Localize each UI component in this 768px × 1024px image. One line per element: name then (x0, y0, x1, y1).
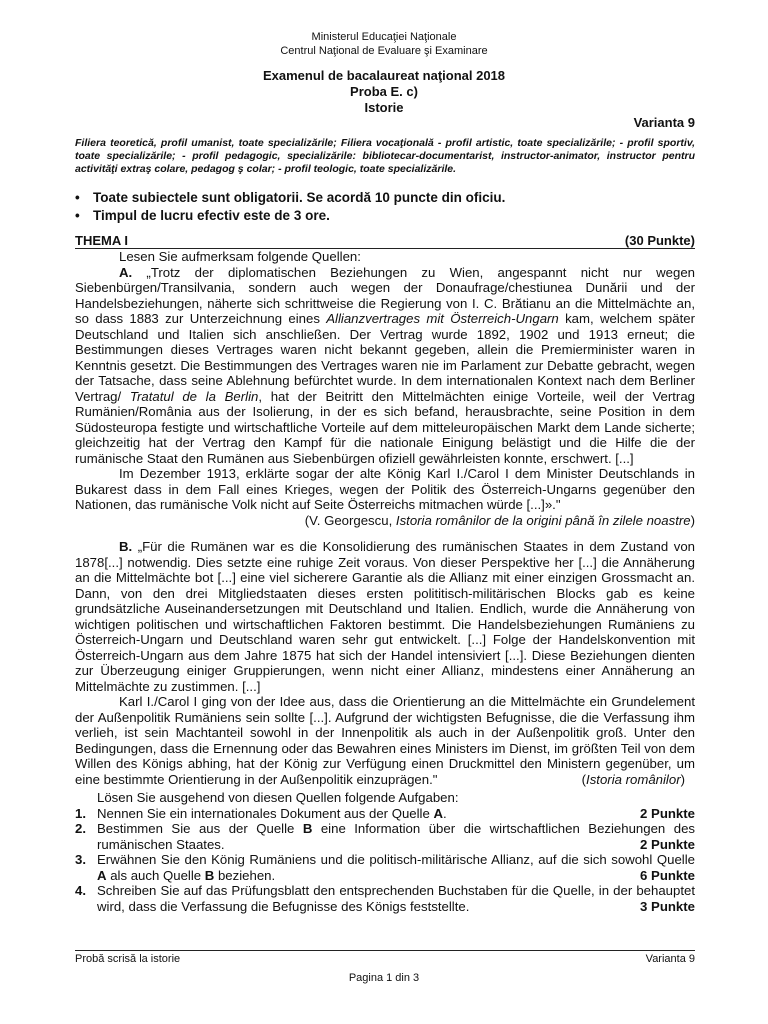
source-b-paragraph-1: B. „Für die Rumänen war es die Konsolidierung des rumänischen Staates in dem Zustand von 1878[...] notwendig. Dies setzte eine ruhige Zeit voraus. Von dieser Perspektive her [...] die Annäherung an die Mittelmächte bot [...] eine viel sicherere Garantie als die Allianz mit einer einzigen Grossmacht an. Dann, von den drei Mitgliedstaaten dieses ersten polititisch-militärischen Blocks gab es keine grundsätzliche Auseinandersetzungen mit Deutschland und Italien. Endlich, wurde die Annäherung von wichtigen politischen und wirtschaftlichen Faktoren bestimmt. Die Handelsbeziehungen Rumäniens zu Österreich-Ungarn und Deutschland waren sehr gut entwickelt. [...] Folge der Handelskonvention mit Österreich-Ungarn aus dem Jahre 1875 hat sich der Handel intensiviert [...]. Diese Beziehungen dienten zur Überzeugung einiger Gruppierungen, wenn nicht einer Allianz, mindestens einer Annäherung an Mittelmächte zu zustimmen. [...] (75, 539, 695, 694)
source-b-paragraph-2: Karl I./Carol I ging von der Idee aus, dass die Orientierung an die Mittelmächte ein Grundelement der Außenpolitik Rumäniens sein sollte [...]. Aufgrund der wichtigsten Befugnisse, die die Verfassung ihm verlieh, ist sein Machtanteil sowohl in der Innenpolitik als auch in der Außenpolitik groß. Unter den Bedingungen, dass die Ernennung oder das Bewahren eines Ministers im Dienst, im größten Teil von dem Willen des Königs abhing, hat der König zur Verfügung einen Druckmittel den Ministern gegenüber, um eine bestimmte Orientierung in der Außenpolitik einzuprägen." (Istoria românilor) (75, 694, 695, 787)
filiera-text: Filiera teoretică, profil umanist, toate specializările; Filiera vocaţională - profil artistic, toate specializările; - profil sportiv, toate specializările; - profil pedagogic, specializările: bibliotecar-documentarist, instructor-animator, instructor pentru activităţi extraş colare, pedagog ş colar; - profil teologic, toate specializările. (75, 137, 695, 175)
task-points: 2 Punkte (640, 836, 695, 852)
source-a-label: A. (119, 264, 133, 280)
intro-text: Lesen Sie aufmerksam folgende Quellen: (119, 249, 361, 264)
exam-proba: Proba E. c) (350, 84, 418, 99)
task-points: 6 Punkte (640, 867, 695, 883)
exam-title: Examenul de bacalaureat naţional 2018 (262, 68, 506, 83)
thema-points: (30 Punkte) (624, 233, 695, 248)
center-name: Centrul Naţional de Evaluare şi Examinare (280, 45, 488, 57)
bullet-list (75, 189, 695, 225)
task-item: 3. Erwähnen Sie den König Rumäniens und die politisch-militärische Allianz, auf die sich sowohl Quelle A als auch Quelle B beziehen. 6 Punkte (75, 852, 695, 883)
task-points: 2 Punkte (640, 805, 695, 821)
thema-header (75, 233, 695, 249)
source-a-paragraph-2: Im Dezember 1913, erklärte sogar der alte König Karl I./Carol I dem Minister Deutschlands in Bukarest dass in dem Fall eines Krieges, wegen der Politik des Österreich-Ungarns gegenüber den Nationen, das rumänische Volk nicht auf Seite Österreichs mitmachen würde [...]»." (75, 466, 695, 512)
sources-body (75, 249, 695, 914)
source-a-paragraph-1: A. „Trotz der diplomatischen Beziehungen zu Wien, angespannt nicht nur wegen Siebenbürgen/Transilvania, sondern auch wegen der Donaufrage/chestiunea Dunării und der Handelsbeziehungen, näherte sich schrittweise die Regierung von I. C. Brătianu an die Mittelmächte an, so dass 1883 zur Unterzeichnung eines Allianzvertrages mit Österreich-Ungarn kam, welchem später Deutschland und Italien sich anschließen. Der Vertrag wurde 1892, 1902 und 1913 erneut; die Bestimmungen dieses Vertrages waren nicht bekannt gegeben, allein die Premierminister waren in Kenntnis gesetzt. Die Bestimmungen des Vertrages waren nie im Parlament zur Debatte gebracht, wegen der Tatsache, dass seine Ablehnung befürchtet wurde. In dem internationalen Kontext nach dem Berliner Vertrag/ Tratatul de la Berlin, hat der Beitritt den Mittelmächten einige Vorteile, weil der Vertrag Rumänien/România aus der Isolierung, in der es sich befand, herausbrachte, seine Position in dem Südosteuropa festigte und wirtschaftliche Vorteile auf dem mitteleuropäischen Markt dem Lande sicherte; gleichzeitig hat der Vertrag den Kampf für die nationale Einigung belästigt und die Hilfe die der rumänische Staat den Rumänen aus Siebenbürgen ofiziell gewährleisten konnte, erschwert. [...] (75, 264, 695, 466)
source-a-citation: (V. Georgescu, Istoria românilor de la origini până în zilele noastre) (304, 512, 695, 528)
task-item: 4. Schreiben Sie auf das Prüfungsblatt den entsprechenden Buchstaben für die Quelle, in der behauptet wird, dass die Verfassung die Befugnisse des Königs feststellte. 3 Punkte (75, 883, 695, 914)
footer-left: Probă scrisă la istorie (75, 953, 181, 965)
footer-divider (75, 950, 695, 951)
source-b-label: B. (119, 539, 133, 554)
variant-label: Varianta 9 (633, 115, 695, 130)
bullet-item: • Timpul de lucru efectiv este de 3 ore. (75, 208, 330, 223)
task-item: 1. Nennen Sie ein internationales Dokument aus der Quelle A. 2 Punkte (75, 805, 695, 821)
exam-subject: Istorie (364, 100, 404, 115)
page-number: Pagina 1 din 3 (348, 972, 420, 984)
tasks-intro: Lösen Sie ausgehend von diesen Quellen folgende Aufgaben: (97, 790, 459, 805)
footer-right: Varianta 9 (645, 953, 695, 965)
ministry-name: Ministerul Educaţiei Naţionale (311, 31, 457, 43)
bullet-item: • Toate subiectele sunt obligatorii. Se acordă 10 puncte din oficiu. (75, 190, 506, 205)
thema-title: THEMA I (75, 233, 128, 248)
task-item: 2. Bestimmen Sie aus der Quelle B eine Information über die wirtschaftlichen Beziehungen des rumänischen Staates. 2 Punkte (75, 821, 696, 852)
source-b-citation: (Istoria românilor) (581, 771, 685, 787)
task-points: 3 Punkte (640, 898, 695, 914)
